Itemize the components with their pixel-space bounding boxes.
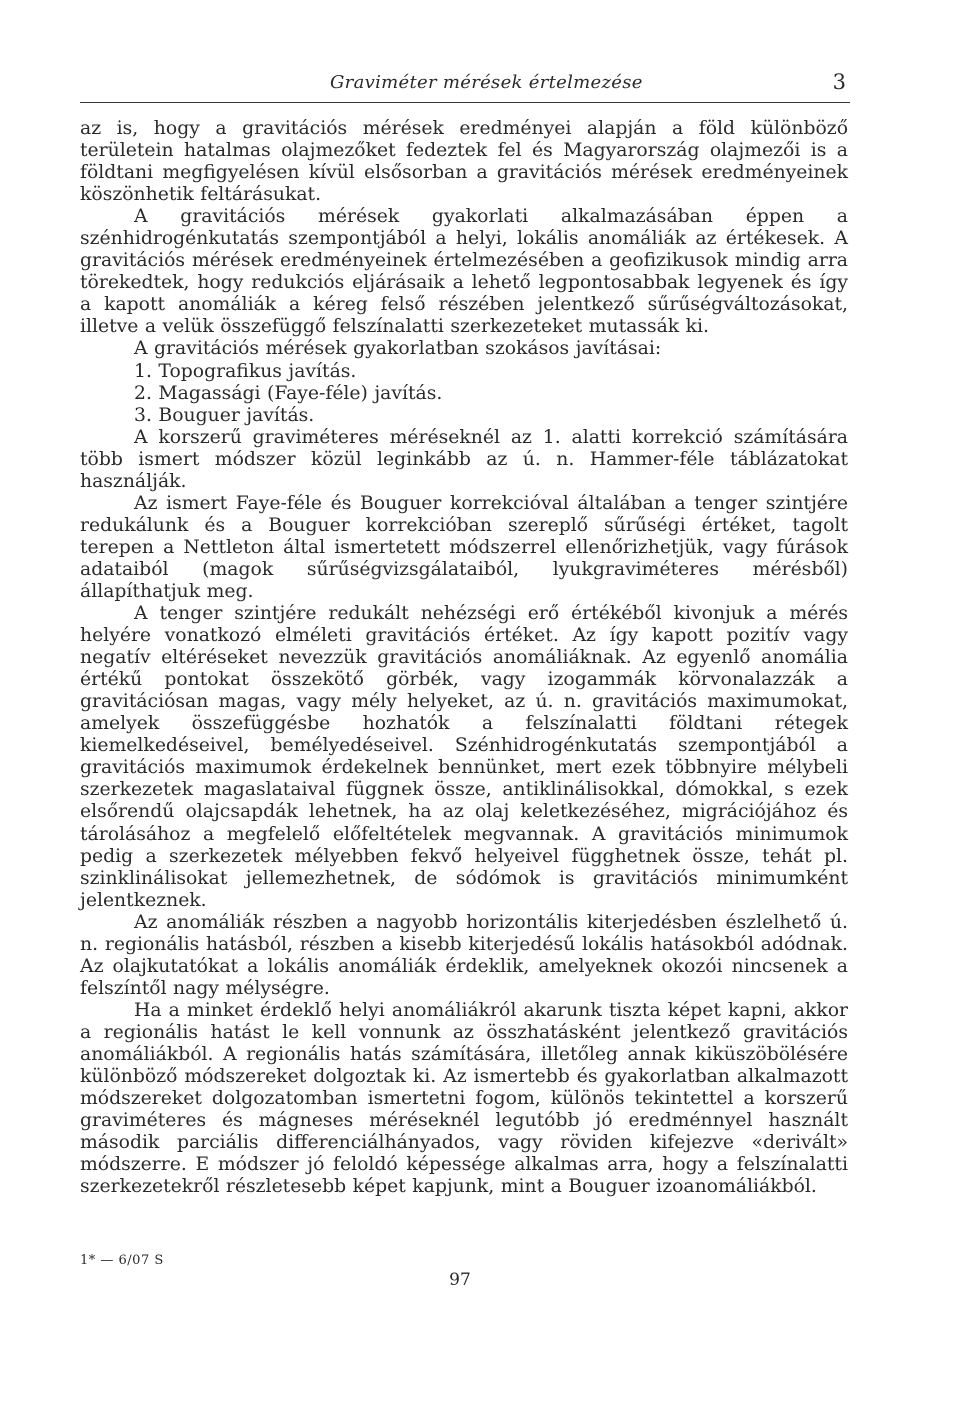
paragraph: Az anomáliák részben a nagyobb horizontális kiterjedésben észlelhető ú. n. regionális hatásból, részben a kisebb kiterjedésű lokális hatásokból adódnak. Az olajkutatókat a lokális anomáliák érdeklik, amelyeknek okozói nincsenek a felszíntől nagy mélységre. — [80, 911, 848, 999]
folio-number: 97 — [449, 1270, 471, 1290]
running-title: Graviméter mérések értelmezése — [330, 72, 643, 93]
running-header — [80, 68, 850, 103]
page-number: 3 — [832, 70, 846, 94]
paragraph-list-intro: A gravitációs mérések gyakorlatban szokásos javításai: — [134, 338, 662, 360]
body-text — [80, 118, 848, 1198]
paragraph: A tenger szintjére redukált nehézségi erő értékéből kivonjuk a mérés helyére vonatkozó elméleti gravitációs értéket. Az így kapott pozitív vagy negatív eltéréseket nevezzük gravitációs anomáliáknak. Az egyenlő anomália értékű pontokat összekötő görbék, vagy izogammák körvonalazzák a gravitációsan magas, vagy mély helyeket, az ú. n. gravitációs maximumokat, amelyek összefüggésbe hozhatók a felszínalatti földtani rétegek kiemelkedéseivel, bemélyedéseivel. Szénhidrogénkutatás szempontjából a gravitációs maximumok érdekelnek bennünket, mert ezek többnyire mélybeli szerkezetek magaslataival függnek össze, antiklinálisokkal, dómokkal, s ezek elsőrendű olajcsapdák lehetnek, ha az olaj keletkezéséhez, migrációjához és tárolásához a megfelelő előfeltételek megvannak. A gravitációs minimumok pedig a szerkezetek mélyebben fekvő helyeivel függhetnek össze, tehát pl. szinklinálisokat jellemezhetnek, de sódómok is gravitációs minimumként jelentkeznek. — [80, 603, 848, 911]
list-item: 1. Topografikus javítás. — [134, 360, 357, 382]
paragraph: az is, hogy a gravitációs mérések eredményei alapján a föld különböző területein hatalmas olajmezőket fedeztek fel és Magyarország olajmezői is a földtani megfigyelésen kívül elsősorban a gravitációs mérések eredményeinek köszönhetik feltárásukat. — [80, 118, 848, 206]
list-item: 3. Bouguer javítás. — [134, 404, 315, 426]
paragraph: A korszerű graviméteres méréseknél az 1. alatti korrekció számítására több ismert módszer közül leginkább az ú. n. Hammer-féle táblázatokat használják. — [80, 426, 848, 492]
paragraph: A gravitációs mérések gyakorlati alkalmazásában éppen a szénhidrogénkutatás szempontjából a helyi, lokális anomáliák az értékesek. A gravitációs mérések eredményeinek értelmezésében a geofizikusok mindig arra törekedtek, hogy redukciós eljárásaik a lehető legpontosabbak legyenek és így a kapott anomáliák a kéreg felső részében jelentkező sűrűségváltozásokat, illetve a velük összefüggő felszínalatti szerkezeteket mutassák ki. — [80, 206, 848, 338]
list-item: 2. Magassági (Faye-féle) javítás. — [134, 382, 443, 404]
printer-signature: 1* — 6/07 S — [80, 1253, 164, 1268]
paragraph: Az ismert Faye-féle és Bouguer korrekcióval általában a tenger szintjére redukálunk és a Bouguer korrekcióban szereplő sűrűségi értéket, tagolt terepen a Nettleton által ismertetett módszerrel ellenőrizhetjük, vagy fúrások adataiból (magok sűrűségvizsgálataiból, lyukgraviméteres mérésből) állapíthatjuk meg. — [80, 492, 848, 602]
paragraph: Ha a minket érdeklő helyi anomáliákról akarunk tiszta képet kapni, akkor a regionális hatást le kell vonnunk az összhatásként jelentkező gravitációs anomáliákból. A regionális hatás számítására, illetőleg annak kiküszöbölésére különböző módszereket dolgoztak ki. Az ismertebb és gyakorlatban alkalmazott módszereket dolgozatomban ismertetni fogom, különös tekintettel a korszerű graviméteres és mágneses méréseknél legutóbb jó eredménnyel használt második parciális differenciálhányados, vagy röviden kifejezve «derivált» módszerre. E módszer jó feloldó képessége alkalmas arra, hogy a felszínalatti szerkezetekről részletesebb képet kapjunk, mint a Bouguer izoanomáliákból. — [80, 999, 848, 1198]
